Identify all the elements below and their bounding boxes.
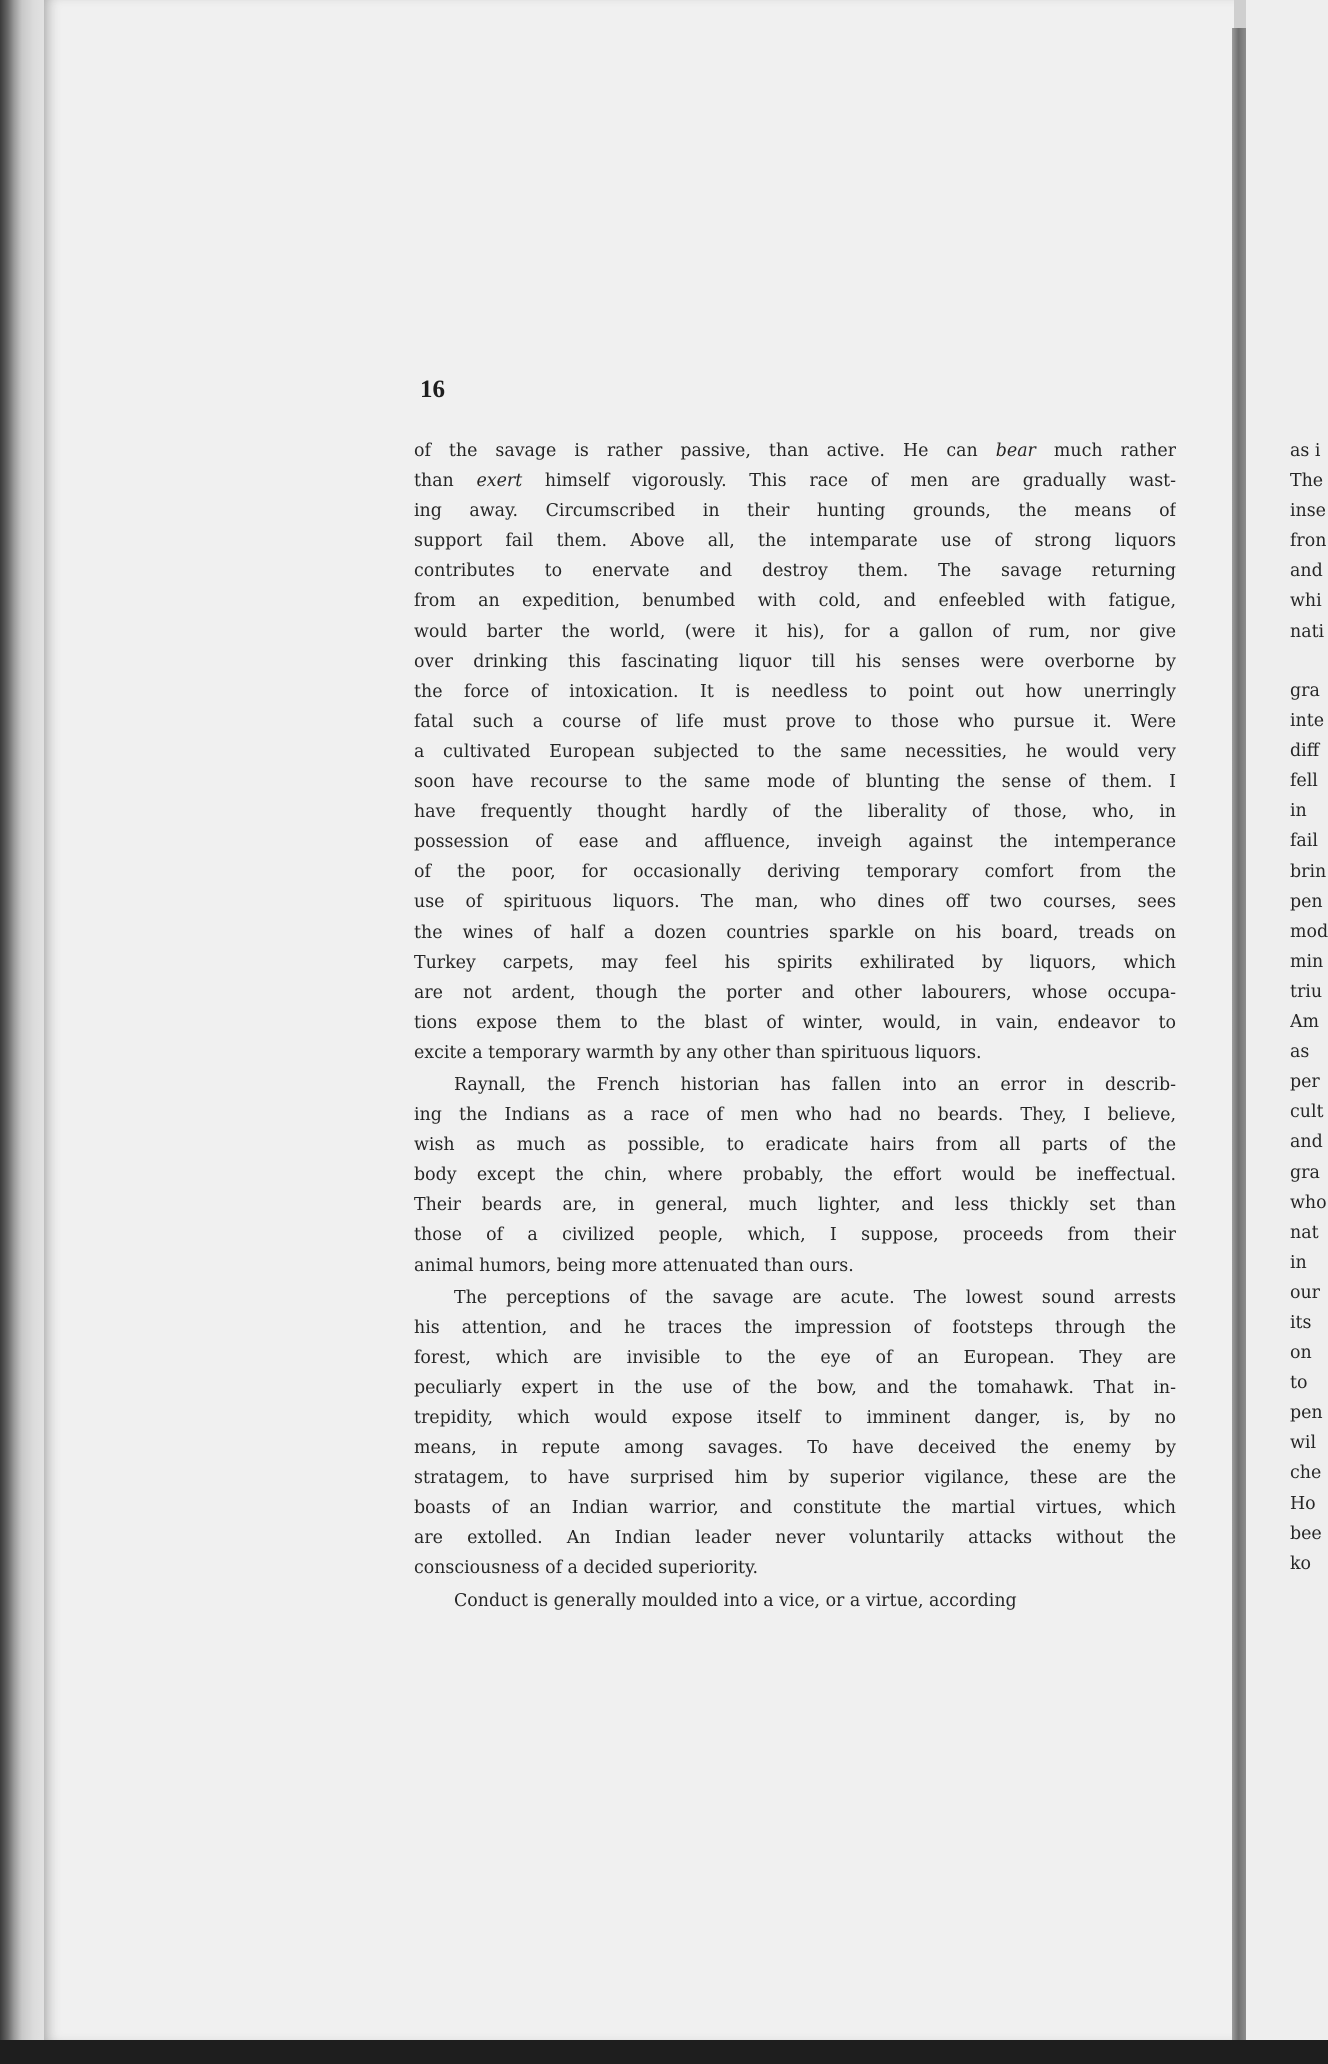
text-line — [414, 1463, 1176, 1493]
paragraph — [414, 1070, 1176, 1281]
text-line — [414, 918, 1176, 948]
fragment-line: gra — [1290, 681, 1320, 701]
text-run: possession of ease and affluence, inveigh against the intemperance — [414, 832, 1176, 853]
fragment-line: nat — [1290, 1222, 1319, 1243]
text-line — [414, 948, 1176, 978]
fragment-line: in — [1290, 801, 1307, 822]
fragment-line: triu — [1290, 981, 1323, 1002]
text-line — [414, 978, 1176, 1008]
text-run: than — [414, 471, 477, 492]
text-run: those of a civilized people, which, I suppose, proceeds from their — [414, 1225, 1176, 1246]
text-line — [414, 1038, 1176, 1068]
text-line — [414, 827, 1176, 857]
text-line — [414, 1251, 1176, 1281]
text-run: Conduct is generally moulded into a vice, or a virtue, according — [454, 1590, 1017, 1611]
page-number: 16 — [420, 376, 445, 403]
paragraph — [414, 436, 1176, 1068]
fragment-line: Ho — [1290, 1493, 1316, 1514]
paragraph — [414, 1586, 1176, 1616]
text-run: a cultivated European subjected to the same necessities, he would very — [414, 741, 1176, 762]
fragment-line: fron — [1290, 531, 1327, 552]
text-run: of the savage is rather passive, than active. He can — [414, 441, 996, 461]
text-run: would barter the world, (were it his), for a gallon of rum, nor give — [414, 621, 1176, 642]
fragment-line: as i — [1290, 441, 1321, 461]
fragment-line: brin — [1290, 861, 1327, 882]
text-line — [414, 1493, 1176, 1523]
fragment-line: mod — [1290, 921, 1328, 942]
fragment-line: its — [1290, 1312, 1312, 1333]
text-line — [414, 1433, 1176, 1463]
text-line — [414, 466, 1176, 496]
fragment-line: our — [1290, 1282, 1320, 1303]
fragment-line: min — [1290, 951, 1324, 972]
text-run: Their beards are, in general, much lighter, and less thickly set than — [414, 1195, 1176, 1216]
text-run: tions expose them to the blast of winter, would, in vain, endeavor to — [414, 1012, 1176, 1033]
text-run: use of spirituous liquors. The man, who dines off two courses, sees — [414, 892, 1176, 913]
body-text — [414, 436, 1176, 1616]
text-run: are extolled. An Indian leader never voluntarily attacks without the — [414, 1528, 1176, 1549]
page-gutter — [1232, 28, 1246, 2040]
text-line — [414, 647, 1176, 677]
text-line — [414, 526, 1176, 556]
fragment-line: as — [1290, 1042, 1310, 1063]
text-line — [414, 677, 1176, 707]
text-run: Raynall, the French historian has fallen into an error in describ- — [454, 1074, 1176, 1095]
text-run: body except the chin, where probably, the effort would be ineffectual. — [414, 1165, 1176, 1186]
text-run: ing away. Circumscribed in their hunting grounds, the means of — [414, 501, 1176, 522]
text-run: ing the Indians as a race of men who had no beards. They, I believe, — [414, 1105, 1176, 1126]
text-run: wish as much as possible, to eradicate hairs from all parts of the — [414, 1135, 1176, 1156]
text-line — [414, 1343, 1176, 1373]
text-line — [414, 1220, 1176, 1250]
text-line — [414, 586, 1176, 616]
scan-bottom-edge — [0, 2040, 1328, 2064]
text-run: peculiarly expert in the use of the bow, and the tomahawk. That in- — [414, 1377, 1176, 1398]
fragment-line: who — [1290, 1192, 1327, 1213]
text-run: Turkey carpets, may feel his spirits exhilirated by liquors, which — [414, 952, 1176, 973]
text-run: fatal such a course of life must prove to those who pursue it. Were — [414, 711, 1176, 732]
text-run: his attention, and he traces the impression of footsteps through the — [414, 1317, 1176, 1338]
fragment-line: and — [1290, 1132, 1323, 1153]
text-line — [414, 1373, 1176, 1403]
emphasis-word: exert — [476, 471, 523, 492]
text-line — [414, 1523, 1176, 1553]
text-line — [414, 1070, 1176, 1100]
fragment-line: wil — [1290, 1433, 1317, 1454]
fragment-line: inse — [1290, 501, 1326, 522]
text-run: excite a temporary warmth by any other than spirituous liquors. — [414, 1042, 982, 1063]
text-run: himself vigorously. This race of men are gradually wast- — [522, 471, 1176, 492]
text-run: boasts of an Indian warrior, and constitute the martial virtues, which — [414, 1498, 1176, 1519]
text-run: the wines of half a dozen countries sparkle on his board, treads on — [414, 922, 1176, 943]
fragment-line: to — [1290, 1373, 1308, 1394]
text-line — [414, 1008, 1176, 1038]
fragment-line: che — [1290, 1463, 1322, 1484]
text-run: consciousness of a decided superiority. — [414, 1558, 759, 1579]
fragment-line: in — [1290, 1252, 1307, 1273]
fragment-line: on — [1290, 1343, 1312, 1364]
fragment-line: nati — [1290, 621, 1325, 642]
text-run: means, in repute among savages. To have deceived the enemy by — [414, 1438, 1176, 1459]
text-line — [414, 887, 1176, 917]
text-line — [414, 737, 1176, 767]
fragment-line: pen — [1290, 1403, 1323, 1424]
text-run: from an expedition, benumbed with cold, and enfeebled with fatigue, — [414, 591, 1176, 612]
text-run: support fail them. Above all, the intemparate use of strong liquors — [414, 531, 1176, 552]
text-run: forest, which are invisible to the eye of an European. They are — [414, 1347, 1176, 1368]
text-line — [414, 707, 1176, 737]
text-run: soon have recourse to the same mode of blunting the sense of them. I — [414, 772, 1176, 793]
text-run: have frequently thought hardly of the liberality of those, who, in — [414, 802, 1176, 823]
text-line — [414, 1553, 1176, 1583]
fragment-line: per — [1290, 1072, 1320, 1093]
text-run: animal humors, being more attenuated than ours. — [414, 1255, 854, 1276]
text-line — [414, 1403, 1176, 1433]
fragment-line: gra — [1290, 1162, 1320, 1183]
fragment-line: diff — [1290, 741, 1320, 762]
text-line — [414, 1190, 1176, 1220]
text-run: over drinking this fascinating liquor till his senses were overborne by — [414, 651, 1176, 672]
text-line — [414, 617, 1176, 647]
text-line — [414, 496, 1176, 526]
fragment-line: and — [1290, 561, 1323, 582]
text-run: of the poor, for occasionally deriving temporary comfort from the — [414, 862, 1176, 883]
text-run: trepidity, which would expose itself to imminent danger, is, by no — [414, 1408, 1176, 1428]
facing-page-fragments-bottom — [1290, 676, 1328, 1579]
text-run: the force of intoxication. It is needless to point out how unerringly — [414, 681, 1176, 702]
text-run: contributes to enervate and destroy them. The savage returning — [414, 561, 1176, 582]
text-line — [414, 436, 1176, 466]
text-line — [414, 1586, 1176, 1616]
fragment-line: fail — [1290, 831, 1318, 852]
fragment-line: inte — [1290, 711, 1325, 732]
text-line — [414, 1130, 1176, 1160]
text-line — [414, 797, 1176, 827]
fragment-line: whi — [1290, 591, 1322, 612]
fragment-line: bee — [1290, 1523, 1322, 1544]
fragment-line: Am — [1290, 1012, 1320, 1033]
emphasis-word: bear — [995, 441, 1036, 461]
text-run: are not ardent, though the porter and other labourers, whose occupa- — [414, 982, 1176, 1003]
text-run: stratagem, to have surprised him by superior vigilance, these are the — [414, 1468, 1176, 1489]
fragment-line: ko — [1290, 1553, 1312, 1574]
text-line — [414, 767, 1176, 797]
text-run: much rather — [1035, 441, 1176, 461]
text-run: The perceptions of the savage are acute. The lowest sound arrests — [454, 1287, 1176, 1308]
fragment-line: pen — [1290, 891, 1323, 912]
fragment-line: fell — [1290, 771, 1318, 792]
text-line — [414, 1313, 1176, 1343]
text-line — [414, 1160, 1176, 1190]
paragraph — [414, 1283, 1176, 1584]
text-line — [414, 857, 1176, 887]
facing-page-fragments-top — [1290, 436, 1328, 647]
fragment-line: cult — [1290, 1102, 1324, 1123]
text-line — [414, 1283, 1176, 1313]
text-line — [414, 556, 1176, 586]
text-line — [414, 1100, 1176, 1130]
fragment-line: The — [1290, 471, 1324, 492]
